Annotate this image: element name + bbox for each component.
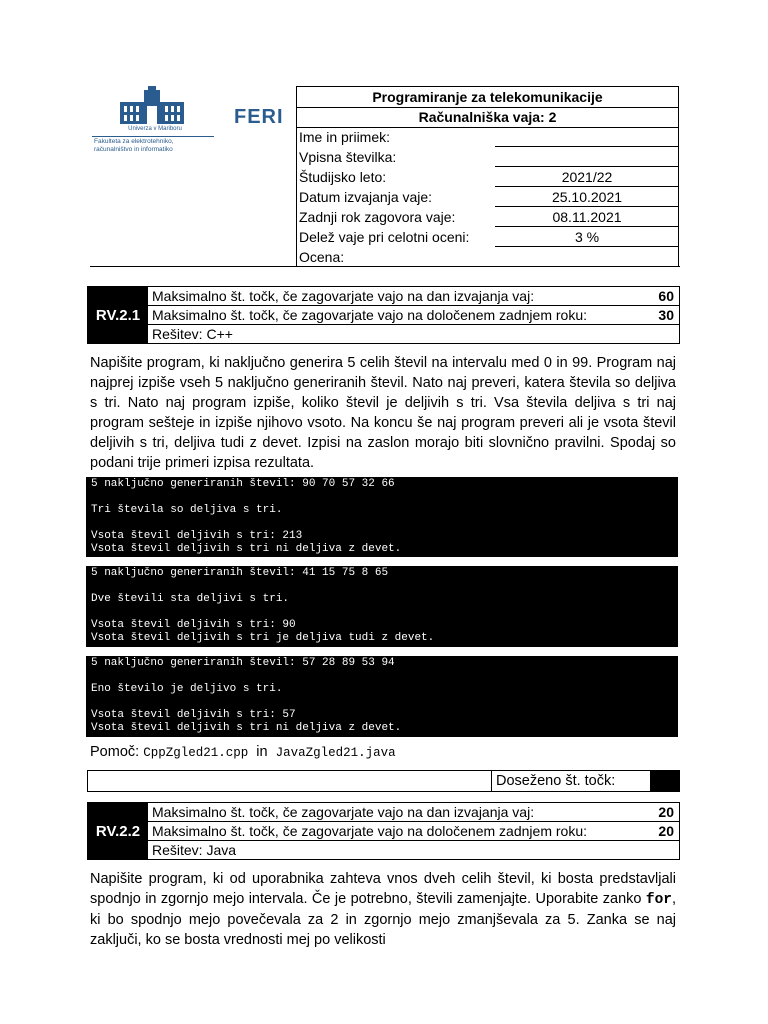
example-output-3: 5 naključno generiranih števil: 57 28 89 53 94 Eno število je deljivo s tri. Vsota števil deljivih s tri: 57 Vsota števil deljivih s tri ni deljiva z devet. <box>86 656 678 737</box>
task-description: Napišite program, ki od uporabnika zahteva vnos dveh celih števil, ki bosta predstavljali spodnjo in zgornjo mejo intervala. Če je potrebno, števili zamenjajte. Uporabite zanko for, ki bo spodnjo mejo povečevala za 2 in zgornjo mejo zmanjševala za 5. Zanka se naj zaključi, ko se bosta vrednosti mej po velikosti <box>90 871 677 948</box>
faculty-name: Fakulteta za elektrotehniko, računalništvo in informatiko <box>94 138 174 153</box>
code-keyword: for <box>645 892 672 908</box>
logo-divider <box>92 136 214 137</box>
help-line: Pomoč: CppZgled21.cpp in JavaZgled21.java <box>90 744 396 760</box>
field-label-student-id: Vpisna številka: <box>299 149 397 165</box>
field-label-grade: Ocena: <box>299 249 345 265</box>
solution-language: Rešitev: C++ <box>152 326 233 342</box>
task-id: RV.2.1 <box>88 287 148 343</box>
solution-language: Rešitev: Java <box>152 842 237 858</box>
points-value: 30 <box>658 307 674 323</box>
task-description: Napišite program, ki naključno generira 5 celih števil na intervalu med 0 in 99. Program naj najprej izpiše vseh 5 naključno generiranih števil. Nato naj preveri, katera števila so deljiva s tri. Nato naj program izpiše, koliko števil je deljivih s tri. Vsa števila deljiva s tri naj program sešteje in izpiše njihovo vsoto. Na koncu še naj program preveri ali je vsota števil deljivih s tri, deljiva tudi z devet. Izpisi na zaslon morajo biti slovnično pravilni. Spodaj so podani trije primeri izpisa rezultata. <box>90 355 676 471</box>
header-box <box>296 86 679 267</box>
score-box <box>87 770 680 792</box>
example-output-1: 5 naključno generiranih števil: 90 70 57 32 66 Tri števila so deljiva s tri. Vsota števil deljivih s tri: 213 Vsota števil deljivih s tri ni deljiva z devet. <box>86 477 678 557</box>
exercise-title: Računalniška vaja: 2 <box>418 109 557 125</box>
points-value: 60 <box>658 288 674 304</box>
points-same-day: Maksimalno št. točk, če zagovarjate vajo na dan izvajanja vaj: 60 <box>148 287 679 306</box>
points-deadline: Maksimalno št. točk, če zagovarjate vajo na določenem zadnjem roku: 20 <box>148 822 679 841</box>
header-underline <box>90 266 680 267</box>
field-label-date: Datum izvajanja vaje: <box>299 189 433 205</box>
university-logo <box>92 86 217 156</box>
field-value-name <box>495 127 679 147</box>
building-icon <box>120 86 184 124</box>
task-header-rv22 <box>87 802 680 860</box>
field-value-date: 25.10.2021 <box>495 187 679 207</box>
field-value-deadline: 08.11.2021 <box>495 207 679 227</box>
course-title: Programiranje za telekomunikacije <box>372 89 603 105</box>
help-file-cpp: CppZgled21.cpp <box>143 746 249 760</box>
field-value-year: 2021/22 <box>495 167 679 187</box>
field-label-deadline: Zadnji rok zagovora vaje: <box>299 209 456 225</box>
field-label-name: Ime in priimek: <box>299 129 391 145</box>
help-file-java: JavaZgled21.java <box>275 746 396 760</box>
score-label: Doseženo št. točk: <box>491 771 636 791</box>
field-label-year: Študijsko leto: <box>299 169 387 185</box>
feri-logo: FERI <box>234 106 284 128</box>
score-field <box>650 771 679 791</box>
points-value: 20 <box>658 823 674 839</box>
task-id: RV.2.2 <box>88 803 148 859</box>
points-value: 20 <box>658 804 674 820</box>
field-value-share: 3 % <box>495 227 679 247</box>
field-label-share: Delež vaje pri celotni oceni: <box>299 229 470 245</box>
points-deadline: Maksimalno št. točk, če zagovarjate vajo na določenem zadnjem roku: 30 <box>148 306 679 325</box>
points-same-day: Maksimalno št. točk, če zagovarjate vajo na dan izvajanja vaj: 20 <box>148 803 679 822</box>
task-header-rv21 <box>87 286 680 344</box>
field-value-student-id <box>495 147 679 167</box>
university-name: Univerza v Mariboru <box>128 126 182 132</box>
example-output-2: 5 naključno generiranih števil: 41 15 75 8 65 Dve števili sta deljivi s tri. Vsota števil deljivih s tri: 90 Vsota števil deljivih s tri je deljiva tudi z devet. <box>86 566 678 647</box>
